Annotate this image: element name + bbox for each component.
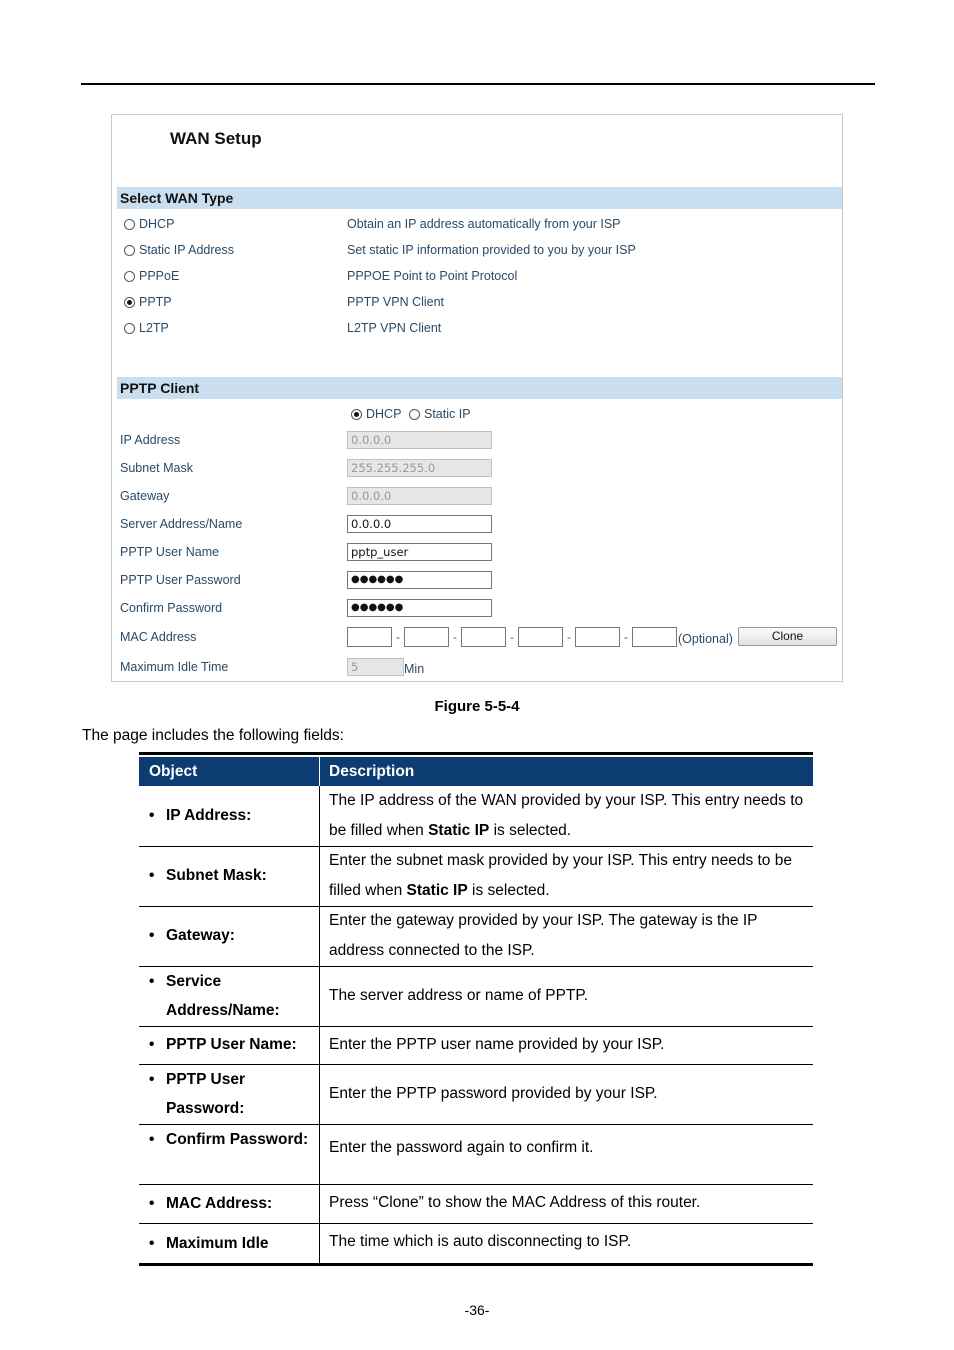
row-object: • Gateway:: [149, 927, 235, 944]
header-description: Description: [329, 763, 415, 780]
server-address-label: Server Address/Name: [120, 517, 243, 531]
table-row: [139, 1184, 813, 1224]
table-bottom-rule: [139, 1263, 813, 1266]
wan-option-desc: PPPOE Point to Point Protocol: [347, 269, 518, 283]
radio-icon[interactable]: [124, 219, 135, 230]
table-row: [139, 1026, 813, 1065]
row-object: • Subnet Mask:: [149, 867, 267, 884]
radio-icon[interactable]: [124, 245, 135, 256]
row-description: The time which is auto disconnecting to ISP.: [329, 1233, 632, 1250]
max-idle-time-input[interactable]: 5: [347, 658, 404, 676]
mac-address-label: MAC Address: [120, 630, 197, 644]
confirm-password-input[interactable]: ●●●●●●: [347, 599, 492, 617]
pptp-password-label: PPTP User Password: [120, 573, 241, 587]
table-row: [139, 966, 813, 1027]
mac-octet-1-input[interactable]: [347, 627, 392, 647]
select-wan-type-header: Select WAN Type: [117, 187, 842, 209]
radio-icon[interactable]: [409, 409, 420, 420]
mac-separator: -: [396, 630, 400, 644]
wan-option-desc: L2TP VPN Client: [347, 321, 442, 335]
page-number: -36-: [464, 1302, 490, 1318]
row-object: • Confirm Password:: [149, 1131, 309, 1148]
row-description: Enter the password again to confirm it.: [329, 1139, 594, 1156]
mac-octet-2-input[interactable]: [404, 627, 449, 647]
table-row: [139, 1124, 813, 1185]
row-object: • PPTP User Name:: [149, 1036, 297, 1053]
radio-icon[interactable]: [124, 323, 135, 334]
table-header: [139, 757, 813, 786]
table-row: [139, 846, 813, 907]
row-object: • MAC Address:: [149, 1195, 273, 1212]
gateway-input[interactable]: 0.0.0.0: [347, 487, 492, 505]
confirm-password-label: Confirm Password: [120, 601, 223, 615]
server-address-input[interactable]: 0.0.0.0: [347, 515, 492, 533]
wan-option-desc: PPTP VPN Client: [347, 295, 445, 309]
radio-icon[interactable]: [124, 271, 135, 282]
row-description: Enter the gateway provided by your ISP. The gateway is the IP address connected to the ISP.: [329, 912, 758, 959]
clone-button[interactable]: Clone: [738, 627, 837, 646]
row-description: Enter the PPTP password provided by your ISP.: [329, 1085, 658, 1102]
figure-caption: Figure 5-5-4: [434, 698, 520, 715]
row-description: Enter the subnet mask provided by your ISP. This entry needs to be filled when Static IP is selected.: [329, 852, 792, 899]
intro-text: The page includes the following fields:: [82, 727, 344, 744]
row-description: The IP address of the WAN provided by your ISP. This entry needs to be filled when Static IP is selected.: [329, 792, 804, 839]
mac-separator: -: [510, 630, 514, 644]
ip-address-input[interactable]: 0.0.0.0: [347, 431, 492, 449]
panel-title: WAN Setup: [170, 129, 262, 148]
mac-separator: -: [453, 630, 457, 644]
mac-octet-6-input[interactable]: [632, 627, 677, 647]
radio-selected-icon[interactable]: [351, 409, 362, 420]
ip-address-label: IP Address: [120, 433, 181, 447]
table-top-rule: [139, 752, 813, 755]
header-object: Object: [149, 763, 198, 780]
pptp-user-name-input[interactable]: pptp_user: [347, 543, 492, 561]
mac-octet-5-input[interactable]: [575, 627, 620, 647]
header-rule: [81, 83, 875, 85]
row-object: • Service Address/Name:: [149, 973, 280, 1019]
row-object: • IP Address:: [149, 807, 252, 824]
row-description: Enter the PPTP user name provided by your ISP.: [329, 1036, 665, 1053]
mac-octet-4-input[interactable]: [518, 627, 563, 647]
radio-selected-icon[interactable]: [124, 297, 135, 308]
mac-octet-3-input[interactable]: [461, 627, 506, 647]
table-row: [139, 906, 813, 967]
max-idle-time-label: Maximum Idle Time: [120, 660, 229, 674]
table-row: [139, 1223, 813, 1263]
wan-option-desc: Obtain an IP address automatically from your ISP: [347, 217, 621, 231]
table-row: [139, 786, 813, 847]
subnet-mask-input[interactable]: 255.255.255.0: [347, 459, 492, 477]
pptp-user-name-label: PPTP User Name: [120, 545, 220, 559]
idle-unit-label: Min: [404, 662, 425, 676]
mac-separator: -: [567, 630, 571, 644]
mac-separator: -: [624, 630, 628, 644]
pptp-password-input[interactable]: ●●●●●●: [347, 571, 492, 589]
mac-optional-note: (Optional): [678, 632, 733, 646]
row-description: The server address or name of PPTP.: [329, 987, 589, 1004]
row-object: • Maximum Idle: [149, 1235, 269, 1252]
gateway-label: Gateway: [120, 489, 170, 503]
table-row: [139, 1064, 813, 1125]
row-description: Press “Clone” to show the MAC Address of this router.: [329, 1194, 701, 1211]
header-separator: [319, 757, 320, 786]
pptp-client-header: PPTP Client: [117, 377, 842, 399]
wan-setup-panel: WAN Setup Select WAN Type DHCP Obtain an IP address automatically from your ISP Static IP Address Set static IP information provided to you by your ISP PPPoE PPPOE Point to Point Protocol PPTP PPTP VPN Client L2TP L2TP VPN Client PPTP Client DHCP Static IP IP Address 0.0.0.0 Subnet Mask 255.255.255.0 Gateway 0.0.0.0 Server Address/Name 0.0.0.0 PPTP User Name pptp_user PPTP User Password ●●●●●● Confirm Password ●●●●●● MAC Address - - - - - (Optional) Clone Maximum Idle Time 5 Min: [111, 114, 843, 682]
wan-option-desc: Set static IP information provided to you by your ISP: [347, 243, 636, 257]
row-object: • PPTP User Password:: [149, 1071, 245, 1117]
subnet-mask-label: Subnet Mask: [120, 461, 193, 475]
